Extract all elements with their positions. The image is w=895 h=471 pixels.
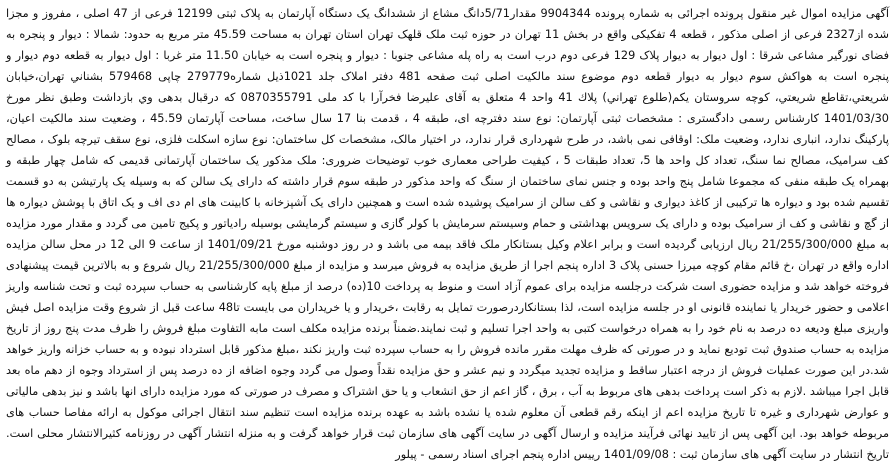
- auction-notice-text: آگهی مزایده اموال غیر منقول پرونده اجرائی به شماره پرونده 9904344 مقدار5/71دانگ مشاع از ششدانگ یک دستگاه آپارتمان به پلاک ثبتی 12199 فرعی از 47 اصلی ، مفروز و مجزا شده از2327 فرعی از اصلی مذکور ، قطعه 4 تفکیکی واقع در بخش 11 تهران در حوزه ثبت ملک قلهک تهران استان تهران به مساحت 45.59 متر مربع به حدود: شمالا : دیوار و پنجره به فضای نورگیر مشاعی شرقا : اول دیوار به دیوار پلاک 129 فرعی دوم درب است به راه پله مشاعی جنوبا : دیوار و پنجره است به خیابان 11.50 متر غربا : اول دیوار به قطعه دوم دیوار و پنجره است به هواکش سوم دیوار به دیوار قطعه دوم موضوع سند مالکیت اصلی ثبت صفحه 481 دفتر املاک جلد 1021ذیل شماره279779 چاپی 579468 بشناني تهران،خيابان شريعتي،تقاطع شريعتي، كوچه سروستان يكم(طلوع تهراني) پلاك 41 واحد 4 متعلق به آقای عليرضا فخرآرا با كد ملی 0870355791 كه درقبال بدهی وي بازداشت وطبق نظر مورخ 1401/03/30 كارشناس رسمی دادگستری : مشخصات ثبتی آپارتمان: نوع سند دفترچه ای، طبقه 4 ، قدمت بنا 17 سال ساخت، مساحت آپارتمان 45.59 ، وضعیت سند مالکیت اعیان، پارکینگ ندارد، انباری ندارد، وضعیت ملک: اوقافی نمی باشد، در طرح شهرداری قرار ندارد، در اختیار مالک، مشخصات کل ساختمان: نوع سازه اسکلت فلزی، نوع سقف تیرچه بلوک ، مصالح کف سرامیک، مصالح نما سنگ، تعداد کل واحد ها 5، تعداد طبقات 5 ، کیفیت طراحی معماری خوب توضیحات ضروری: ملک مذکور یک ساختمان آپارتمانی قدیمی که شامل چهار طبقه و بهمراه یک طبقه منفی که مجموعا شامل پنج واحد بوده و جنس نمای ساختمان از سنگ که واحد مذکور در طبقه سوم قرار داشته که دارای یک سالن که به وسیله یک پارتیشن به دو قسمت تقسیم شده بود و دیواره ها ترکیبی از کاغذ دیواری و نقاشی و کف سالن از سرامیک پوشیده شده است و همچنین دارای یک آشپزخانه با کابینت های ام دی اف و یک اتاق با پوشش دیواره ها از گچ و نقاشی و کف از سرامیک بوده و دارای یک سرویس بهداشتی و حمام وسیستم سرمایش با کولر گازی و سیستم گرمایشی بوسیله رادیاتور و پکیج تامین می گردد و مقدار مورد مزایده به مبلغ 21/255/300/000 ریال ارزیابی گردیده است و برابر اعلام وکیل بستانکار ملک فاقد بیمه می باشد و در روز دوشنبه مورخ 1401/09/21 از ساعت 9 الی 12 در محل سالن مزایده اداره واقع در تهران ،خ قائم مقام کوچه میرزا حسنی پلاک 3 اداره پنجم اجرا از طریق مزایده به فروش میرسد و مزایده از مبلغ 21/255/300/000 ریال شروع و به بالاترین قیمت پیشنهادی فروخته خواهد شد و مزایده حضوری است شرکت درجلسه مزایده برای عموم آزاد است و منوط به پرداخت 10(ده) درصد از مبلغ پایه کارشناسی به حساب سپرده ثبت و تحت شناسه واریز اعلامی و حضور خریدار یا نماینده قانونی او در جلسه مزایده است، لذا بستانکاردرصورت تمایل به رقابت ،خریدار و یا خریداران می بایست تا48 ساعت قبل از شروع وقت مزایده اصل فیش واریزی مبلغ ودیعه ده درصد به نام خود را به همراه درخواست کتبی به واحد اجرا تسلیم و ثبت نمایند.ضمناً برنده مزایده مکلف است مابه التفاوت مبلغ فروش را ظرف مدت پنج روز از تاریخ مزایده به حساب صندوق ثبت تودیع نماید و در صورتی که ظرف مهلت مقرر مانده فروش را به حساب سپرده ثبت واریز نکند ،مبلغ مذکور قابل استرداد نبوده و به حساب خزانه واریز خواهد شد.در این صورت عملیات فروش از درجه اعتبار ساقط و مزایده تجدید میگردد و نیم عشر و حق مزایده نقداً وصول می گردد وجوه اضافه از ده درصد پس از استرداد وجوه از دهم ماه بعد قابل اجرا میباشد .لازم به ذکر است پرداخت بدهی های مربوط به آب ، برق ، گاز اعم از حق انشعاب و یا حق اشتراک و مصرف در صورتی که مورد مزایده دارای انها باشد و نیز بدهی مالیاتی و عوارض شهرداری و غیره تا تاریخ مزایده اعم از اینکه رقم قطعی آن معلوم شده یا نشده باشد به عهده برنده مزایده است تنظیم سند انتقال اجرائی موکول به ارائه مفاصا حساب های مربوطه خواهد بود. این آگهی پس از تایید نهائی فرآیند مزایده و ارسال آگهی در سایت آگهی های سازمان ثبت قرار خواهد گرفت و به منزله انتشار آگهی در روزنامه کثیرالانتشار محلی است. تاریخ انتشار در سایت آگهی های سازمان ثبت : 1401/09/08 رییس اداره پنجم اجرای اسناد رسمی - پیلور: [6, 7, 890, 461]
